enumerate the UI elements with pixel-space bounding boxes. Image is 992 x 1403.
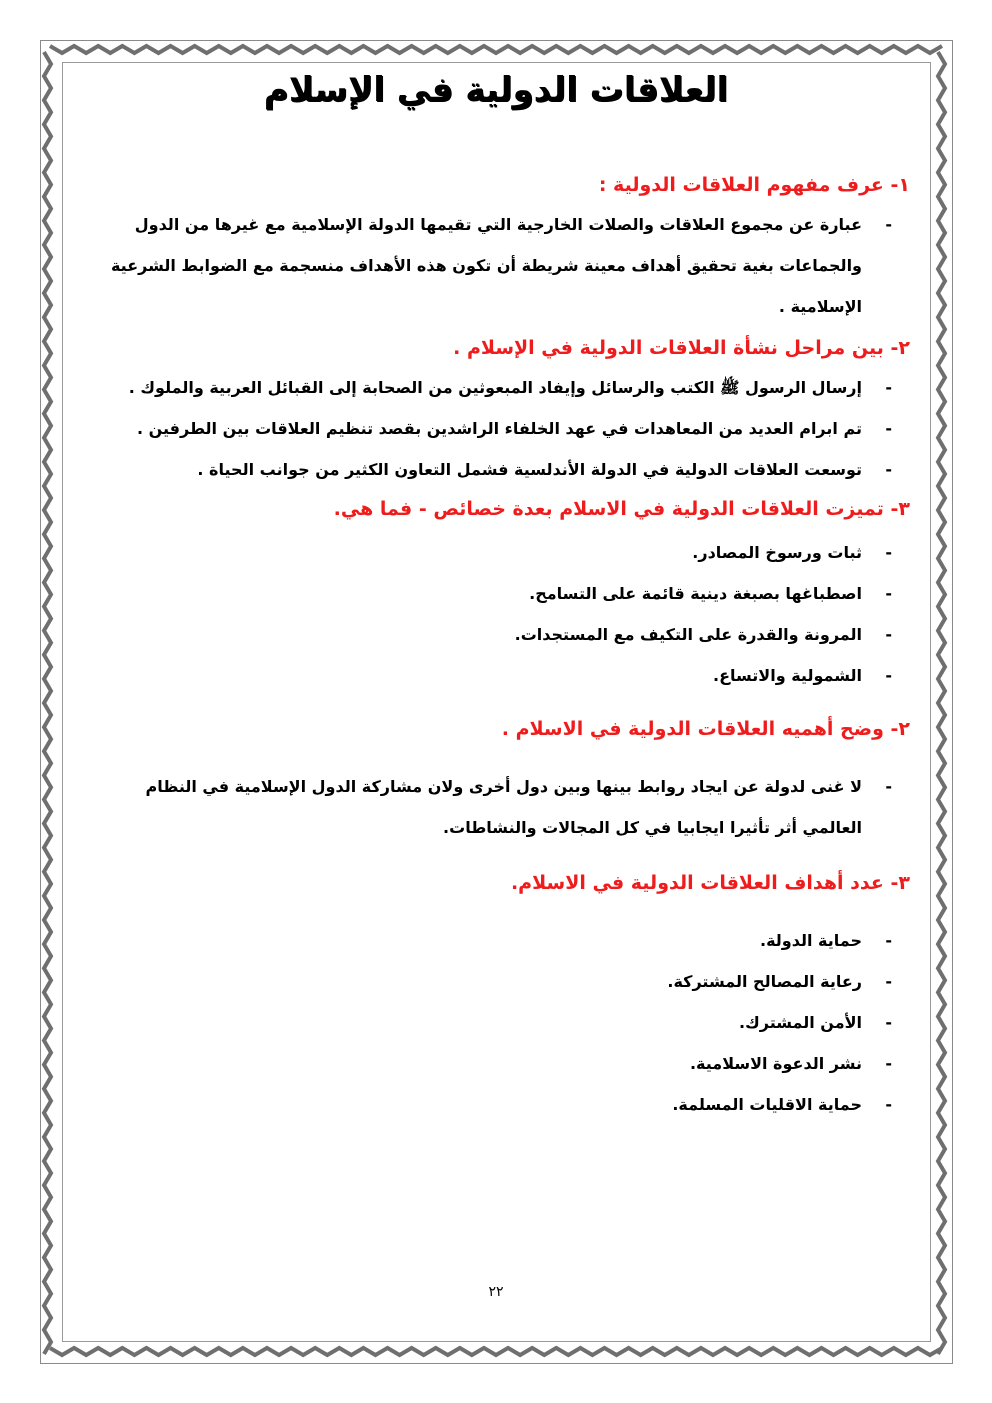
item-text: المرونة والقدرة على التكيف مع المستجدات. [514,625,862,644]
item-text: رعاية المصالح المشتركة. [667,972,862,991]
bullet-dash: - [885,584,892,603]
list-item [78,1043,914,1084]
item-text: توسعت العلاقات الدولية في الدولة الأندلسية فشمل التعاون الكثير من جوانب الحياة . [197,460,862,479]
border-zigzag [938,52,945,1354]
list-item [78,961,914,1002]
list-item [78,367,914,408]
item-text: الشمولية والاتساع. [713,666,862,685]
list-item [78,1084,914,1125]
border-zigzag [50,46,942,53]
list-item [78,1002,914,1043]
list-item [78,655,914,696]
bullet-dash: - [885,1054,892,1073]
item-text: حماية الدولة. [759,931,862,950]
section-origins [78,329,914,490]
bullet-dash: - [885,1095,892,1114]
section-characteristics [78,490,914,696]
bullet-dash: - [885,931,892,950]
list-item [78,204,914,327]
list-item [78,614,914,655]
bullet-dash: - [885,543,892,562]
item-text: تم ابرام العديد من المعاهدات في عهد الخلفاء الراشدين بقصد تنظيم العلاقات بين الطرفين . [136,419,862,438]
list-item [78,920,914,961]
item-list [78,766,914,848]
page-title: العلاقات الدولية في الإسلام [263,70,729,110]
border-zigzag [44,52,51,1354]
list-item [78,766,914,848]
item-text: لا غنى لدولة عن ايجاد روابط بينها وبين دول أخرى ولان مشاركة الدول الإسلامية في النظام العالمي أثر تأثيرا ايجابيا في كل المجالات والنشاطات. [145,777,862,837]
section-importance [78,710,914,848]
page-number: ٢٢ [488,1284,504,1300]
bullet-dash: - [885,666,892,685]
border-zigzag [50,1348,942,1355]
section-heading: ٣- تميزت العلاقات الدولية في الاسلام بعدة خصائص - فما هي. [333,498,910,520]
item-text: اصطباغها بصبغة دينية قائمة على التسامح. [529,584,862,603]
item-list [78,204,914,327]
item-text: عبارة عن مجموع العلاقات والصلات الخارجية التي تقيمها الدولة الإسلامية مع غيرها من الدول والجماعات بغية تحقيق أهداف معينة شريطة أن تكون هذه الأهداف منسجمة مع الضوابط الشرعية الإسلامية . [110,215,862,316]
section-heading: ٢- بين مراحل نشأة العلاقات الدولية في الإسلام . [453,337,910,359]
list-item [78,449,914,490]
bullet-dash: - [885,460,892,479]
bullet-dash: - [885,972,892,991]
document-body [78,166,914,1125]
item-text: حماية الاقليات المسلمة. [672,1095,862,1114]
list-item [78,573,914,614]
bullet-dash: - [885,419,892,438]
bullet-dash: - [885,378,892,397]
item-text: نشر الدعوة الاسلامية. [689,1054,862,1073]
item-list [78,532,914,696]
item-list [78,920,914,1125]
item-list [78,367,914,490]
list-item [78,408,914,449]
item-text: إرسال الرسول ﷺ الكتب والرسائل وإيفاد المبعوثين من الصحابة إلى القبائل العربية والملوك . [128,378,862,397]
list-item [78,532,914,573]
bullet-dash: - [885,625,892,644]
item-text: الأمن المشترك. [739,1013,862,1032]
bullet-dash: - [885,1013,892,1032]
bullet-dash: - [885,215,892,234]
section-heading: ٣- عدد أهداف العلاقات الدولية في الاسلام. [510,872,910,894]
section-goals [78,864,914,1125]
section-heading: ٢- وضح أهميه العلاقات الدولية في الاسلام . [501,718,910,740]
section-heading: ١- عرف مفهوم العلاقات الدولية : [598,174,910,196]
item-text: ثبات ورسوخ المصادر. [692,543,862,562]
bullet-dash: - [885,777,892,796]
section-definition [78,166,914,327]
